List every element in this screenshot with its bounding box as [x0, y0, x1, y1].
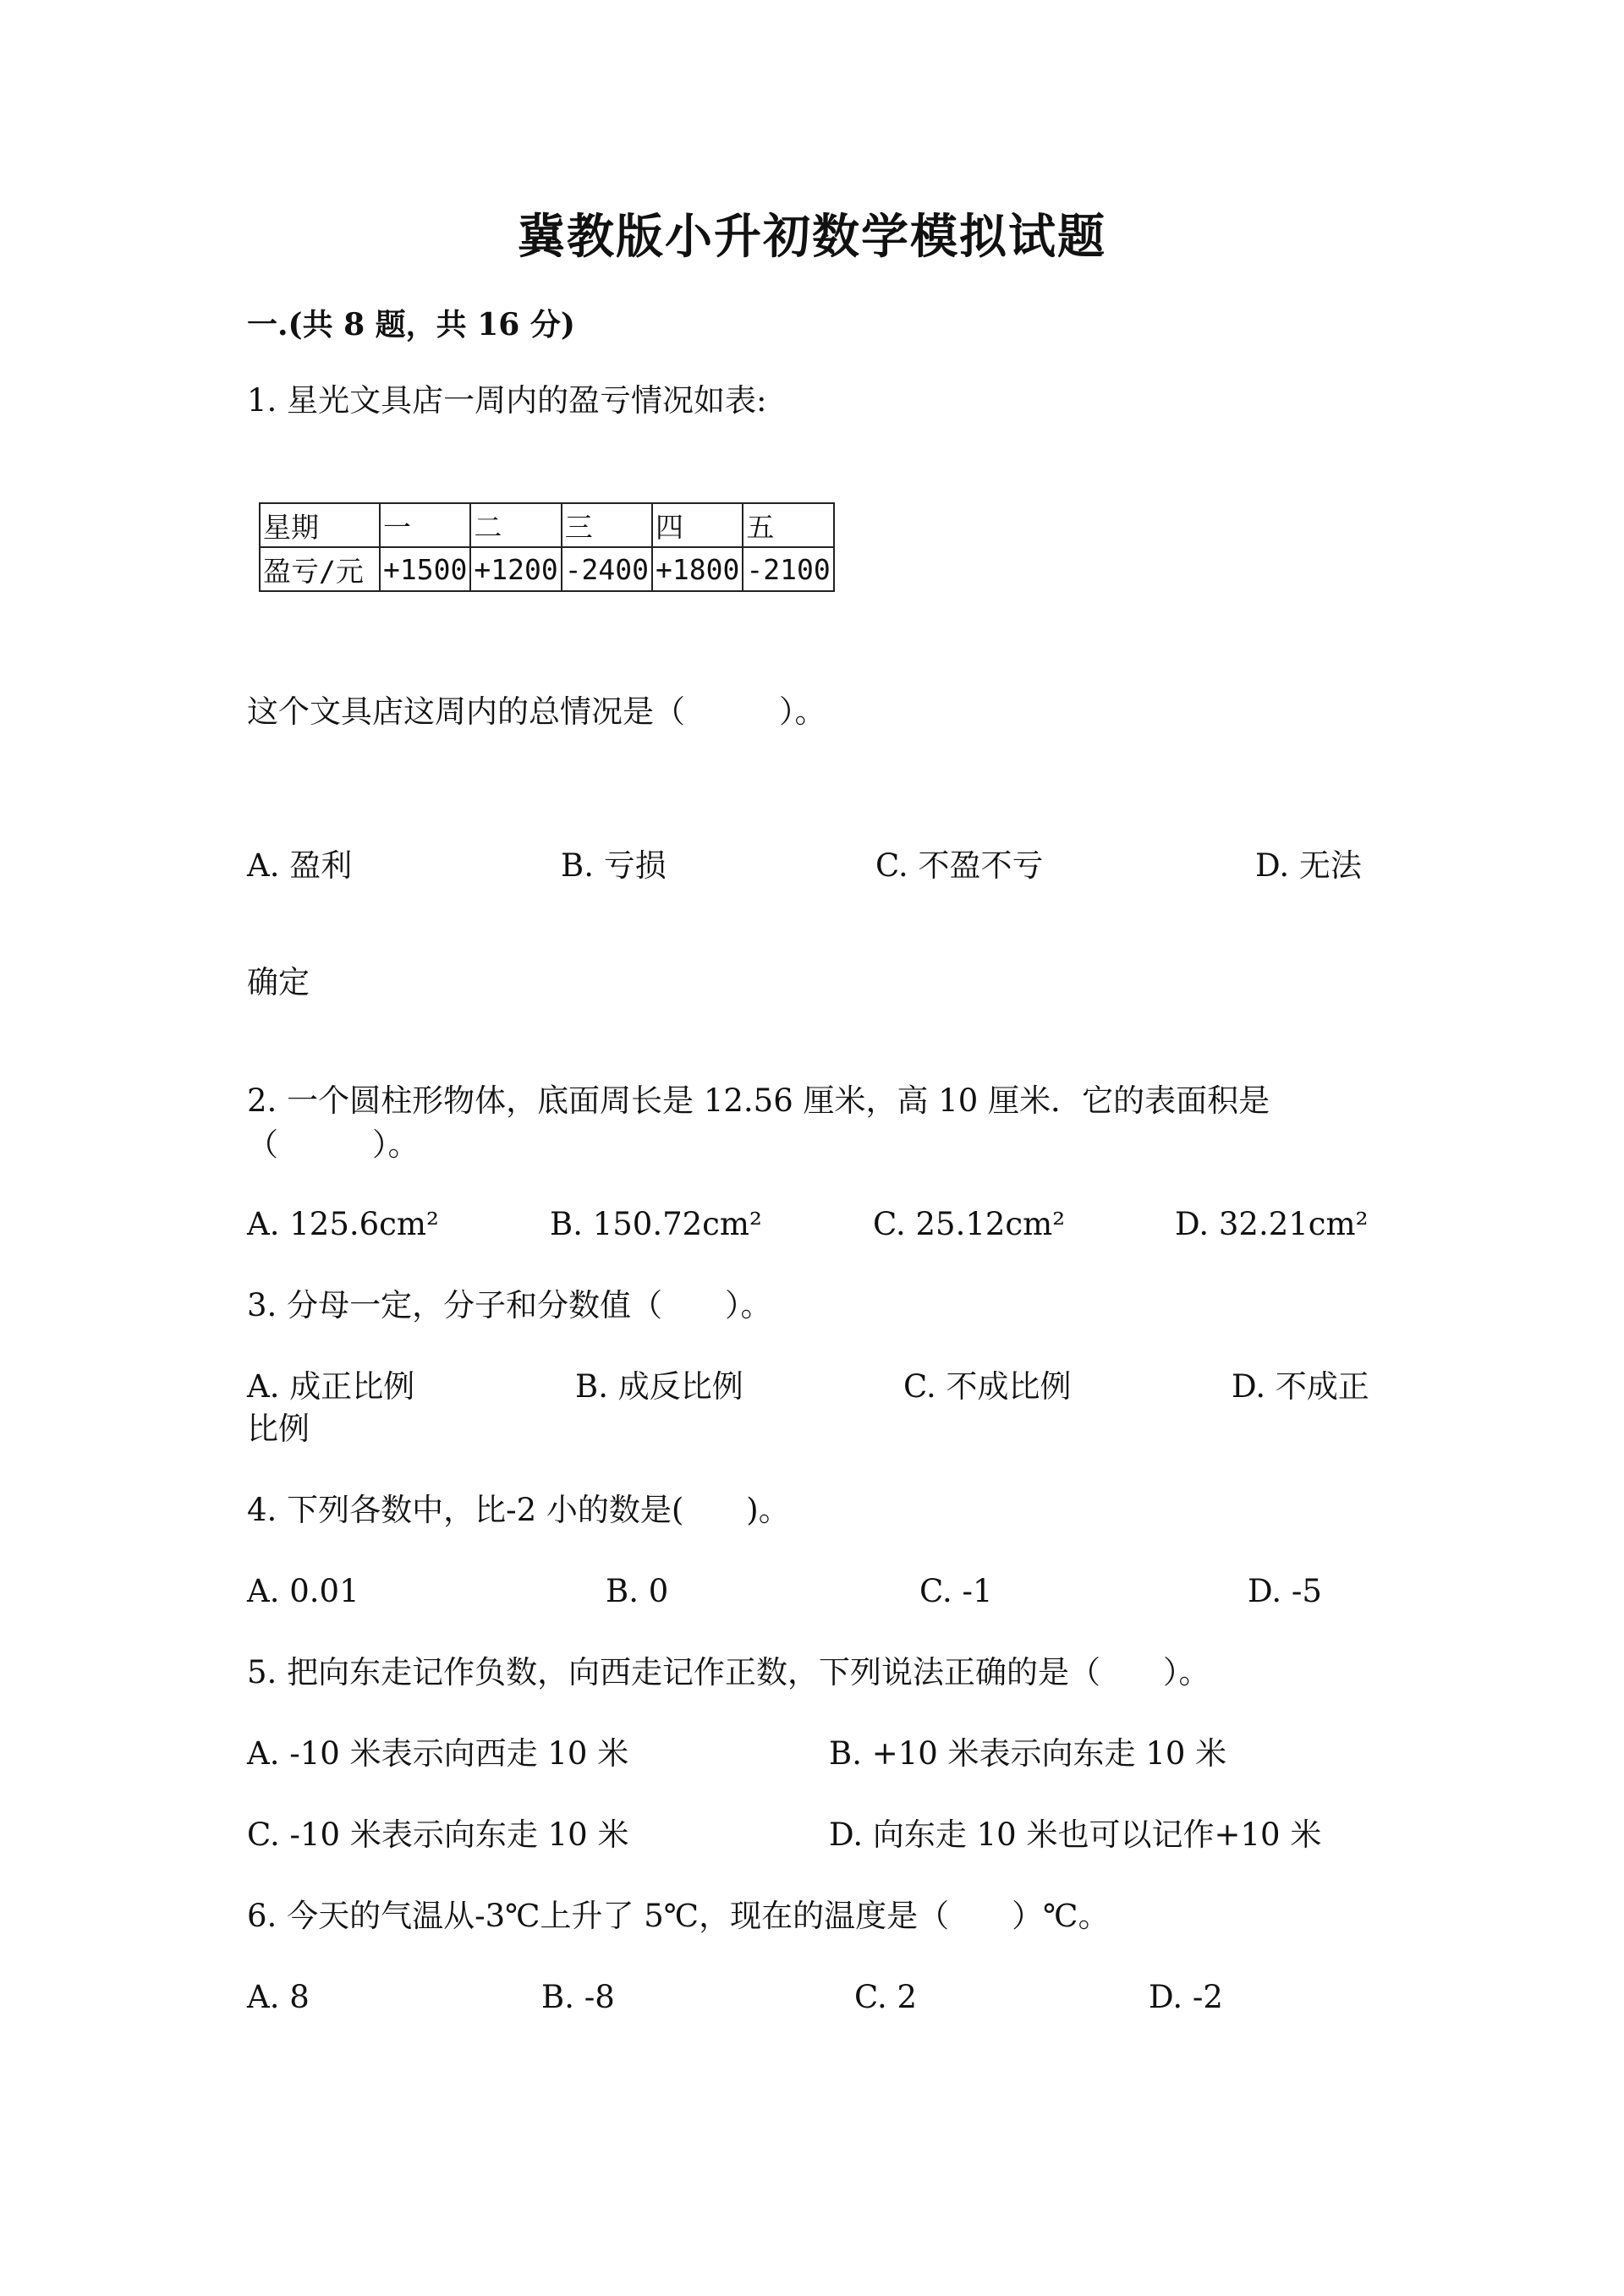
question-1-option-d[interactable]: D. 无法	[1255, 847, 1362, 884]
page-title: 冀教版小升初数学模拟试题	[518, 209, 1106, 265]
question-5-stem: 5. 把向东走记作负数，向西走记作正数，下列说法正确的是（ ）。	[247, 1654, 1210, 1690]
table-cell: +1500	[380, 547, 470, 591]
table-cell: 二	[470, 503, 561, 547]
question-1-option-a[interactable]: A. 盈利	[247, 847, 353, 884]
table-cell: -2400	[562, 547, 652, 591]
question-4-option-b[interactable]: B. 0	[606, 1573, 669, 1609]
question-4-option-d[interactable]: D. -5	[1248, 1573, 1322, 1609]
question-6-option-c[interactable]: C. 2	[854, 1979, 918, 2015]
table-row	[260, 547, 834, 591]
question-1-option-b[interactable]: B. 亏损	[561, 847, 667, 884]
question-5-option-d[interactable]: D. 向东走 10 米也可以记作+10 米	[829, 1817, 1322, 1853]
question-1-option-d-continued: 确定	[247, 964, 310, 1000]
question-5-option-a[interactable]: A. -10 米表示向西走 10 米	[247, 1735, 629, 1772]
question-6-stem: 6. 今天的气温从-3℃上升了 5℃，现在的温度是（ ）℃。	[247, 1898, 1110, 1934]
table-cell: +1200	[470, 547, 561, 591]
question-3-stem: 3. 分母一定，分子和分数值（ ）。	[247, 1287, 772, 1323]
question-4-option-a[interactable]: A. 0.01	[247, 1573, 359, 1609]
question-2-stem-continued: （ ）。	[247, 1126, 420, 1163]
profit-loss-table	[259, 502, 835, 592]
question-1-stem: 1. 星光文具店一周内的盈亏情况如表:	[247, 382, 767, 419]
table-cell: 一	[380, 503, 470, 547]
question-2-option-d[interactable]: D. 32.21cm²	[1175, 1206, 1369, 1242]
question-5-option-b[interactable]: B. +10 米表示向东走 10 米	[829, 1735, 1227, 1772]
question-6-option-b[interactable]: B. -8	[541, 1979, 615, 2015]
section-heading: 一.(共 8 题，共 16 分)	[247, 307, 575, 342]
question-4-option-c[interactable]: C. -1	[919, 1573, 993, 1609]
table-cell: -2100	[743, 547, 833, 591]
question-2-option-b[interactable]: B. 150.72cm²	[550, 1206, 762, 1242]
table-header-row	[260, 503, 834, 547]
table-cell: 盈亏/元	[260, 547, 380, 591]
question-4-stem: 4. 下列各数中，比-2 小的数是( )。	[247, 1492, 790, 1528]
table-cell: 星期	[260, 503, 380, 547]
question-2-stem: 2. 一个圆柱形物体，底面周长是 12.56 厘米，高 10 厘米．它的表面积是	[247, 1082, 1270, 1119]
question-3-option-d[interactable]: D. 不成正	[1232, 1368, 1369, 1405]
question-2-option-a[interactable]: A. 125.6cm²	[247, 1206, 439, 1242]
question-3-option-a[interactable]: A. 成正比例	[247, 1368, 415, 1405]
question-3-option-d-continued: 比例	[247, 1411, 310, 1447]
table-cell: 五	[743, 503, 833, 547]
question-5-option-c[interactable]: C. -10 米表示向东走 10 米	[247, 1817, 629, 1853]
question-3-option-b[interactable]: B. 成反比例	[575, 1368, 743, 1405]
question-1-prompt: 这个文具店这周内的总情况是（ ）。	[247, 693, 826, 730]
question-2-option-c[interactable]: C. 25.12cm²	[873, 1206, 1066, 1242]
table-cell: 四	[652, 503, 743, 547]
question-6-option-d[interactable]: D. -2	[1149, 1979, 1223, 2015]
question-3-option-c[interactable]: C. 不成比例	[903, 1368, 1072, 1405]
question-6-option-a[interactable]: A. 8	[247, 1979, 310, 2015]
question-1-option-c[interactable]: C. 不盈不亏	[875, 847, 1044, 884]
table-cell: +1800	[652, 547, 743, 591]
table-cell: 三	[562, 503, 652, 547]
